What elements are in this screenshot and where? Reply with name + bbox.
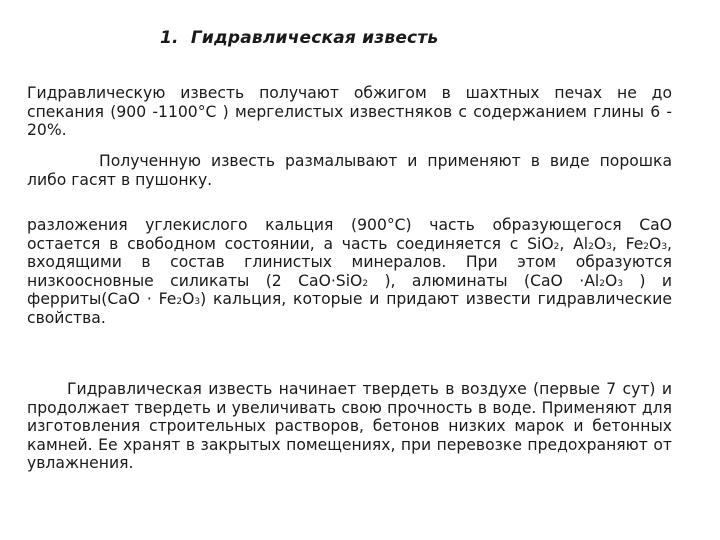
subscript: 2	[643, 241, 650, 252]
subscript: 2	[599, 278, 605, 289]
paragraph-grinding: Полученную известь размалывают и применяют в виде порошка либо гасят в пушонку.	[27, 152, 672, 189]
text-segment: O	[604, 271, 618, 290]
text-segment: , Fe	[611, 234, 644, 253]
subscript: 3	[661, 241, 668, 252]
subscript: 2	[176, 297, 183, 308]
slide-title	[160, 28, 438, 48]
title-number: 1.	[160, 28, 179, 48]
text-segment: разложения углекислого кальция (900°С) часть образующегося CaO остается в свободном состоянии, а часть соединяется с SiO	[27, 216, 672, 253]
text-segment: O	[649, 234, 662, 253]
text-segment: ) и ферриты(CaO · Fe	[27, 271, 672, 309]
text-segment: ) кальция, которые и придают извести гидравлические свойства.	[27, 290, 672, 327]
subscript: 2	[553, 241, 560, 252]
title-text: Гидравлическая известь	[190, 28, 439, 48]
subscript: 2	[362, 278, 369, 289]
subscript: 3	[606, 241, 612, 252]
text-segment: , Al	[559, 234, 589, 253]
text-segment: , входящими в состав глинистых минералов. При этом образуются низкоосновные силикаты (2 CaO·SiO	[27, 234, 673, 290]
text-segment: O	[182, 290, 195, 309]
subscript: 3	[194, 297, 201, 308]
subscript: 3	[617, 278, 623, 289]
paragraph-decomposition	[27, 216, 672, 328]
paragraph-hardening: Гидравлическая известь начинает твердеть в воздухе (первые 7 сут) и продолжает твердеть и увеличивать свою прочность в воде. Применяют для изготовления строительных растворов, бетонов низких марок и бетонных камней. Ее хранят в закрытых помещениях, при перевозке предохраняют от увлажнения.	[27, 380, 672, 473]
text-segment: O	[593, 234, 607, 253]
paragraph-production: Гидравлическую известь получают обжигом в шахтных печах не до спекания (900 -1100°С ) мергелистых известняков с содержанием глины 6 - 20%.	[27, 84, 672, 140]
text-segment: ), алюминаты (CaO ·Al	[368, 271, 600, 290]
subscript: 2	[588, 241, 594, 252]
